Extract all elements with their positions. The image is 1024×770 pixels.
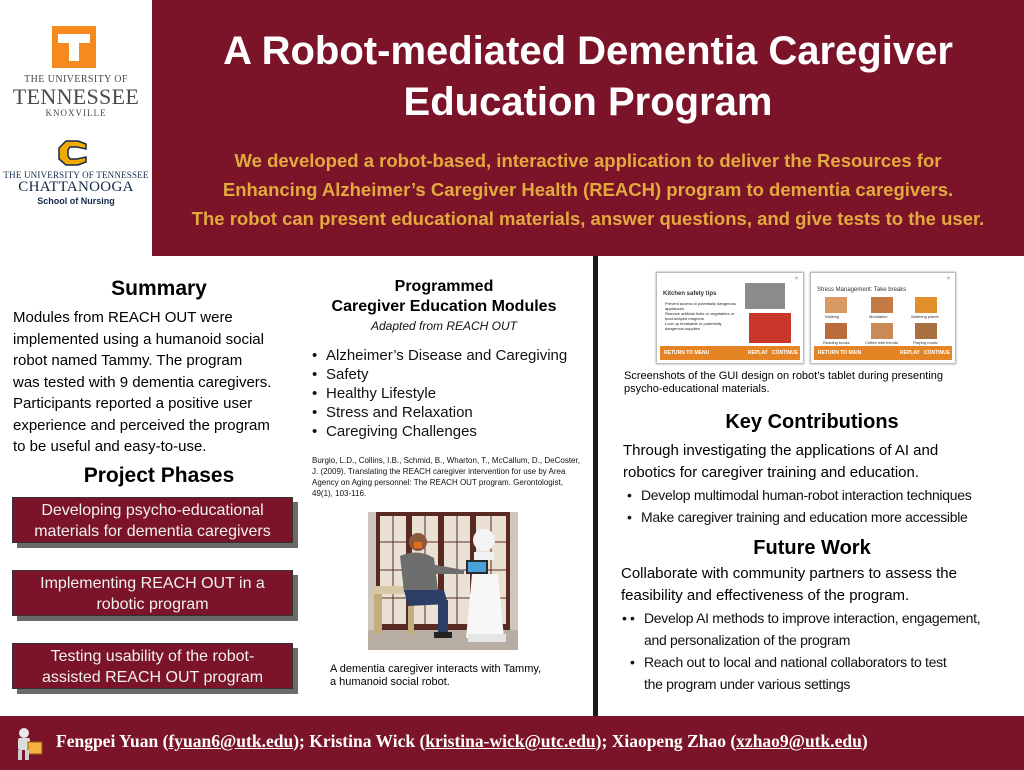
future-line-1: Collaborate with community partners to assess the (621, 565, 957, 582)
summary-heading: Summary (111, 277, 207, 300)
tagline-line-1: We developed a robot-based, interactive application to deliver the Resources for (234, 150, 942, 171)
robot-mascot-icon (12, 726, 46, 762)
close-icon: ✕ (945, 276, 951, 282)
ut-power-t-logo-icon (52, 26, 96, 68)
modules-list (326, 346, 586, 441)
tagline-line-3: The robot can present educational materials, answer questions, and give tests to the user. (191, 208, 985, 229)
thumb-label: Watering plants (911, 314, 939, 319)
reference-line: Burgio, L.D., Collins, I.B., Schmid, B., Wharton, T., McCallum, D., DeCoster, (312, 456, 580, 465)
phase-box-3 (12, 643, 293, 689)
replay-button[interactable]: REPLAY (748, 350, 768, 356)
authors-line (56, 731, 868, 752)
kitchen-tips-list (665, 301, 741, 331)
thumb-watering-plants (915, 297, 937, 313)
reference-citation (312, 455, 582, 499)
summary-line: was tested with 9 dementia caregivers. (13, 373, 272, 391)
poster-tagline (158, 146, 1018, 233)
future-line-2: feasibility and effectiveness of the program. (621, 586, 910, 604)
list-item: • Develop multimodal human-robot interaction techniques (641, 484, 1019, 506)
modules-heading-line-2: Caregiver Education Modules (331, 298, 557, 315)
list-item: • Healthy Lifestyle (326, 384, 586, 403)
utc-c-logo-icon (56, 138, 92, 168)
summary-line: Modules from REACH OUT were (13, 309, 233, 326)
authors-end: ) (861, 731, 868, 751)
poster-header (0, 0, 1024, 256)
thumb-meditation (871, 297, 893, 313)
future-work-intro (621, 563, 1019, 606)
summary-line: robot named Tammy. The program (13, 352, 243, 369)
summary-line: Participants reported a positive user (13, 395, 253, 412)
author-1-name: Fengpei Yuan ( (56, 731, 169, 751)
reference-line: Agency on Aging personnel: The REACH OUT program. Gerontologist, (312, 478, 563, 487)
thumb-label: Coffee with friends (865, 340, 899, 345)
ut-name-small: THE UNIVERSITY OF (24, 74, 128, 85)
thumb-playing-music (915, 323, 937, 339)
screenshots-caption-line-2: psycho-educational materials. (624, 383, 770, 395)
phase-line: Implementing REACH OUT in a (40, 575, 265, 592)
return-to-menu-button[interactable]: RETURN TO MENU (664, 350, 710, 356)
list-item: • Alzheimer’s Disease and Caregiving (326, 346, 586, 365)
email-link-3[interactable]: xzhao9@utk.edu (736, 731, 862, 751)
utc-name-big: CHATTANOOGA (18, 179, 134, 195)
thumb-label: Walking (825, 314, 840, 319)
future-bullet-line: the program under various settings (644, 676, 851, 692)
future-bullet-line: and personalization of the program (644, 632, 851, 648)
screenshots-caption (624, 370, 1014, 396)
summary-line: implemented using a humanoid social (13, 330, 264, 348)
future-bullet-line: • Reach out to local and national collaborators to test (644, 654, 947, 670)
thumb-coffee-with-friends (871, 323, 893, 339)
list-item (622, 607, 1018, 651)
screenshots-caption-line-1: Screenshots of the GUI design on robot’s tablet during presenting (624, 370, 943, 382)
column-divider (593, 256, 598, 716)
kitchen-nav-bar (660, 346, 800, 360)
robot-interaction-photo (368, 512, 518, 650)
bullet-dot: • • (622, 610, 627, 626)
phase-line: Developing psycho-educational (41, 502, 264, 519)
phase-line: Testing usability of the robot- (50, 648, 255, 665)
thumb-label: Meditation (869, 314, 888, 319)
author-3-name: ); Xiaopeng Zhao ( (595, 731, 737, 751)
title-line-2: Education Program (403, 80, 773, 124)
phase-line: assisted REACH OUT program (41, 669, 264, 686)
list-item: • Make caregiver training and education more accessible (641, 506, 1019, 528)
thumb-label: Reading books (823, 340, 850, 345)
future-work-list (622, 607, 1018, 695)
future-bullet-line: Develop AI methods to improve interaction, engagement, (644, 610, 981, 626)
phase-box-2 (12, 570, 293, 616)
contributions-list (641, 484, 1019, 528)
poster-footer (0, 716, 1024, 770)
reference-line: J. (2009). Translating the REACH caregiver intervention for use by Area (312, 467, 566, 476)
utc-school: School of Nursing (37, 196, 115, 206)
list-item: • Caregiving Challenges (326, 422, 586, 441)
close-icon: ✕ (793, 276, 799, 282)
kitchen-image-1 (745, 283, 785, 309)
reference-line: 49(1), 103-116. (312, 489, 367, 498)
thumb-walking (825, 297, 847, 313)
ut-city: KNOXVILLE (45, 108, 107, 118)
photo-illustration-icon (368, 512, 518, 650)
future-work-heading: Future Work (753, 537, 871, 559)
logo-panel (0, 0, 152, 256)
list-item: Lock up breakable or potentially dangerous supplies (665, 321, 722, 331)
continue-button[interactable]: CONTINUE (924, 350, 951, 356)
continue-button[interactable]: CONTINUE (772, 350, 799, 356)
summary-text (13, 307, 303, 458)
stress-title: Stress Management: Take breaks (817, 287, 907, 293)
photo-caption-line-1: A dementia caregiver interacts with Tammy, (330, 663, 542, 675)
kitchen-image-2 (749, 313, 791, 343)
photo-caption-line-2: a humanoid social robot. (330, 676, 450, 688)
thumb-reading-books (825, 323, 847, 339)
photo-caption (330, 663, 590, 689)
summary-line: experience and perceived the program (13, 416, 270, 434)
phase-box-1 (12, 497, 293, 543)
phases-heading: Project Phases (83, 464, 235, 487)
summary-line: to be useful and easy-to-use. (13, 438, 207, 455)
ut-name-big: TENNESSEE (12, 84, 140, 109)
list-item: • Safety (326, 365, 586, 384)
contributions-heading: Key Contributions (725, 411, 899, 433)
poster-title (158, 26, 1018, 128)
modules-heading-line-1: Programmed (394, 278, 494, 295)
gui-screenshot-kitchen-safety (656, 272, 804, 364)
contributions-line-2: robotics for caregiver training and education. (623, 463, 920, 481)
kitchen-tips-title: Kitchen safety tips (663, 291, 717, 297)
list-item (644, 651, 1018, 695)
tagline-line-2: Enhancing Alzheimer’s Caregiver Health (REACH) program to dementia caregivers. (222, 179, 954, 200)
list-item: • Stress and Relaxation (326, 403, 586, 422)
utc-name-small: THE UNIVERSITY OF TENNESSEE (3, 170, 149, 180)
return-to-main-button[interactable]: RETURN TO MAIN (818, 350, 862, 356)
gui-screenshot-stress-management (810, 272, 956, 364)
phase-line: robotic program (96, 596, 209, 613)
contributions-intro (623, 440, 1019, 483)
list-item: Remove artificial fruits or vegetables or food-shaped magnets (665, 311, 735, 321)
email-link-2[interactable]: kristina-wick@utc.edu (425, 731, 596, 751)
email-link-1[interactable]: fyuan6@utk.edu (168, 731, 294, 751)
modules-heading (310, 277, 578, 317)
list-item: Prevent access to potentially dangerous appliances (665, 301, 736, 311)
modules-subtitle: Adapted from REACH OUT (370, 319, 518, 333)
replay-button[interactable]: REPLAY (900, 350, 920, 356)
title-line-1: A Robot-mediated Dementia Caregiver (223, 29, 953, 73)
thumb-label: Playing music (913, 340, 938, 345)
stress-nav-bar (814, 346, 952, 360)
phase-line: materials for dementia caregivers (34, 523, 271, 540)
author-2-name: ); Kristina Wick ( (293, 731, 426, 751)
contributions-line-1: Through investigating the applications of AI and (623, 442, 939, 459)
